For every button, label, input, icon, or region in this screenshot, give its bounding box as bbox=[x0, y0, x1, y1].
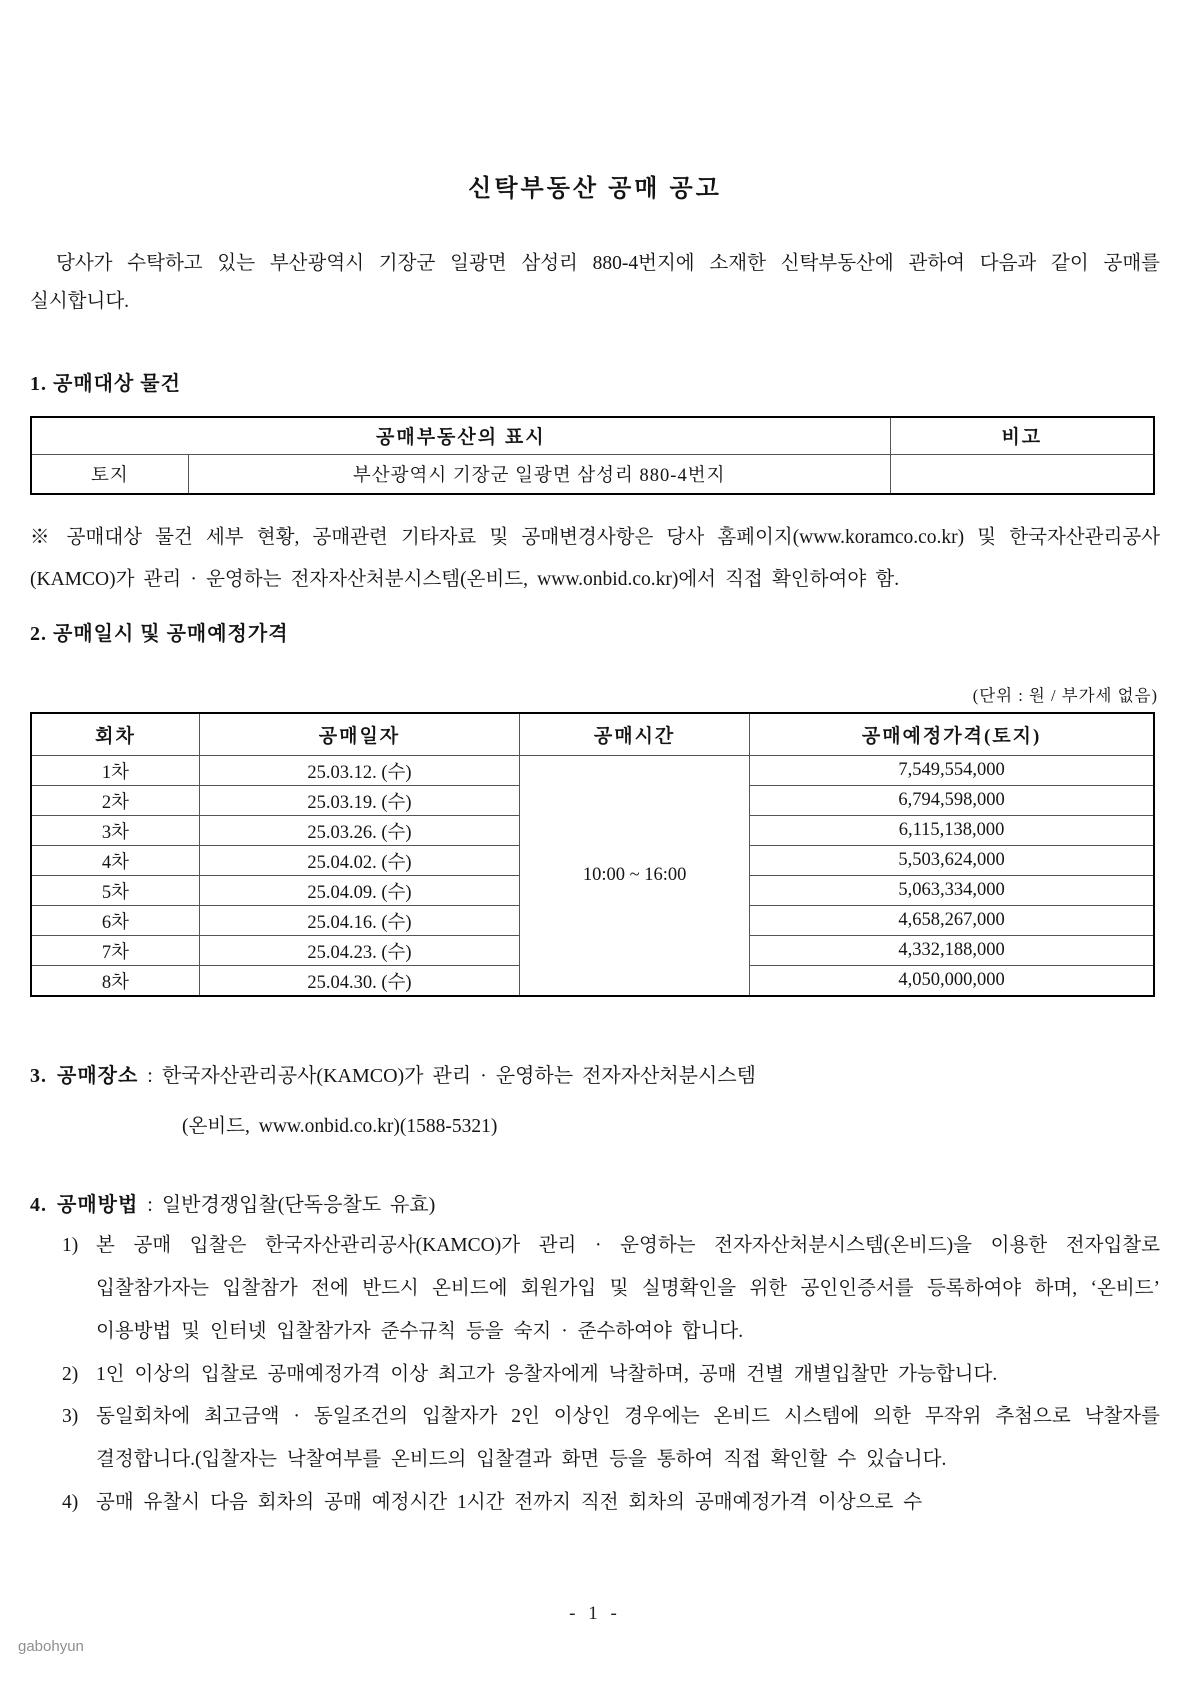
property-type-cell: 토지 bbox=[31, 454, 188, 494]
time-header: 공매시간 bbox=[519, 713, 749, 756]
date-cell: 25.03.26. (수) bbox=[199, 816, 519, 846]
price-cell: 4,050,000,000 bbox=[750, 966, 1154, 996]
date-cell: 25.04.02. (수) bbox=[199, 846, 519, 876]
date-cell: 25.03.19. (수) bbox=[199, 786, 519, 816]
price-cell: 4,658,267,000 bbox=[750, 906, 1154, 936]
table-row bbox=[31, 756, 1154, 786]
list-item bbox=[30, 1482, 1160, 1525]
price-cell: 6,794,598,000 bbox=[750, 786, 1154, 816]
round-cell: 6차 bbox=[31, 906, 199, 936]
section4-colon: : bbox=[138, 1193, 162, 1216]
list-item bbox=[30, 1396, 1160, 1482]
section2-heading: 2. 공매일시 및 공매예정가격 bbox=[30, 622, 289, 645]
price-cell: 4,332,188,000 bbox=[750, 936, 1154, 966]
section3-colon: : bbox=[138, 1064, 162, 1087]
time-cell: 10:00 ~ 16:00 bbox=[519, 756, 749, 996]
item-text: 1인 이상의 입찰로 공매예정가격 이상 최고가 응찰자에게 낙찰하며, 공매 건별 개별입찰만 가능합니다. bbox=[96, 1363, 998, 1385]
watermark: gabohyun bbox=[18, 1638, 84, 1655]
round-header: 회차 bbox=[31, 713, 199, 756]
section3 bbox=[30, 1059, 1160, 1138]
table-row bbox=[31, 454, 1154, 494]
round-cell: 8차 bbox=[31, 966, 199, 996]
price-header: 공매예정가격(토지) bbox=[750, 713, 1154, 756]
property-note-cell bbox=[890, 454, 1154, 494]
item-text: 본 공매 입찰은 한국자산관리공사(KAMCO)가 관리 · 운영하는 전자자산처분시스템(온비드)을 이용한 전자입찰로 입찰참가자는 입찰참가 전에 반드시 온비드에 회원가입 및 실명확인을 위한 공인인증서를 등록하여야 하며, ‘온비드’ 이용방법 및 인터넷 입찰참가자 준수규칙 등을 숙지 · 준수하여야 합니다. bbox=[96, 1234, 1160, 1342]
price-cell: 5,503,624,000 bbox=[750, 846, 1154, 876]
method-item-list bbox=[30, 1225, 1160, 1525]
property-address-cell: 부산광역시 기장군 일광면 삼성리 880-4번지 bbox=[188, 454, 890, 494]
auction-venue-line2: (온비드, www.onbid.co.kr)(1588-5321) bbox=[182, 1115, 498, 1137]
price-cell: 7,549,554,000 bbox=[750, 756, 1154, 786]
item-text: 동일회차에 최고금액 · 동일조건의 입찰자가 2인 이상인 경우에는 온비드 시스템에 의한 무작위 추첨으로 낙찰자를 결정합니다.(입찰자는 낙찰여부를 온비드의 입찰결과 화면 등을 통하여 직접 확인할 수 있습니다. bbox=[96, 1406, 1160, 1471]
date-cell: 25.04.16. (수) bbox=[199, 906, 519, 936]
date-cell: 25.03.12. (수) bbox=[199, 756, 519, 786]
section4 bbox=[30, 1188, 1160, 1525]
round-cell: 5차 bbox=[31, 876, 199, 906]
auction-venue-line1: 한국자산관리공사(KAMCO)가 관리 · 운영하는 전자자산처분시스템 bbox=[161, 1064, 756, 1087]
price-cell: 6,115,138,000 bbox=[750, 816, 1154, 846]
date-cell: 25.04.23. (수) bbox=[199, 936, 519, 966]
section1-heading: 1. 공매대상 물건 bbox=[30, 373, 181, 396]
reference-note: ※ 공매대상 물건 세부 현황, 공매관련 기타자료 및 공매변경사항은 당사 홈페이지(www.koramco.co.kr) 및 한국자산관리공사(KAMCO)가 관리 · 운영하는 전자자산처분시스템(온비드, www.onbid.co.kr)에서 직접 확인하여야 함. bbox=[30, 527, 1160, 590]
auction-method-value: 일반경쟁입찰(단독응찰도 유효) bbox=[161, 1193, 436, 1216]
section3-label: 3. 공매장소 bbox=[30, 1064, 139, 1087]
section4-label: 4. 공매방법 bbox=[30, 1193, 139, 1216]
round-cell: 2차 bbox=[31, 786, 199, 816]
item-number: 1) bbox=[62, 1234, 79, 1256]
document-title: 신탁부동산 공매 공고 bbox=[468, 176, 722, 202]
date-cell: 25.04.30. (수) bbox=[199, 966, 519, 996]
round-cell: 1차 bbox=[31, 756, 199, 786]
date-header: 공매일자 bbox=[199, 713, 519, 756]
round-cell: 4차 bbox=[31, 846, 199, 876]
list-item bbox=[30, 1225, 1160, 1354]
property-table bbox=[30, 416, 1155, 495]
unit-note: (단위 : 원 / 부가세 없음) bbox=[972, 685, 1158, 705]
item-number: 3) bbox=[62, 1406, 79, 1428]
page-number: - 1 - bbox=[569, 1603, 621, 1624]
item-number: 4) bbox=[62, 1492, 79, 1514]
list-item bbox=[30, 1354, 1160, 1397]
item-number: 2) bbox=[62, 1363, 79, 1385]
round-cell: 3차 bbox=[31, 816, 199, 846]
date-cell: 25.04.09. (수) bbox=[199, 876, 519, 906]
schedule-table bbox=[30, 712, 1155, 997]
price-cell: 5,063,334,000 bbox=[750, 876, 1154, 906]
intro-paragraph: 당사가 수탁하고 있는 부산광역시 기장군 일광면 삼성리 880-4번지에 소재한 신탁부동산에 관하여 다음과 같이 공매를 실시합니다. bbox=[30, 253, 1160, 313]
property-desc-header: 공매부동산의 표시 bbox=[31, 417, 890, 454]
property-note-header: 비고 bbox=[890, 417, 1154, 454]
item-text: 공매 유찰시 다음 회차의 공매 예정시간 1시간 전까지 직전 회차의 공매예정가격 이상으로 수 bbox=[96, 1492, 923, 1514]
round-cell: 7차 bbox=[31, 936, 199, 966]
schedule-header-row bbox=[31, 713, 1154, 756]
property-table-header-row bbox=[31, 417, 1154, 454]
